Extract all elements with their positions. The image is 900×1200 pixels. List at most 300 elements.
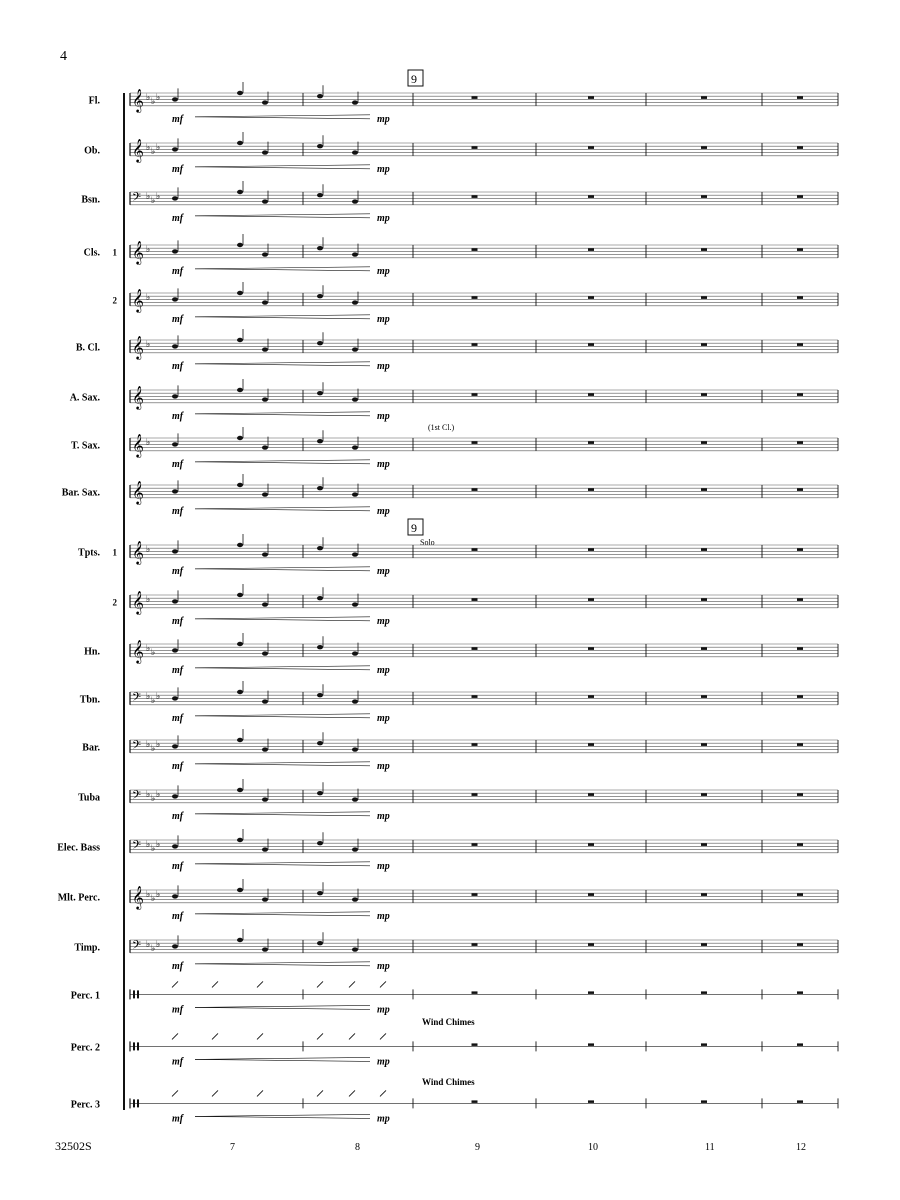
instrument-name: Perc. 3 xyxy=(70,1099,100,1111)
treble-clef: 𝄞 xyxy=(132,90,144,112)
flat-sign: ♭ xyxy=(151,146,156,156)
flat-sign: ♭ xyxy=(156,691,161,701)
staff xyxy=(81,181,838,224)
dynamic-mp: mp xyxy=(377,360,390,372)
catalog-code: 32502S xyxy=(55,1139,92,1153)
instrument-name: Bar. xyxy=(82,742,100,754)
staff xyxy=(78,534,838,577)
slash-note xyxy=(349,1033,355,1039)
whole-rest xyxy=(588,548,594,551)
flat-sign: ♭ xyxy=(146,643,151,653)
whole-rest xyxy=(588,793,594,796)
diminuendo-hairpin xyxy=(195,117,370,119)
note-head xyxy=(317,144,323,148)
note-head xyxy=(262,947,268,951)
whole-rest xyxy=(797,695,803,698)
staff xyxy=(113,282,839,325)
whole-rest xyxy=(588,488,594,491)
staff xyxy=(84,132,838,175)
perc-clef xyxy=(133,990,135,998)
staff xyxy=(76,329,838,372)
whole-rest xyxy=(797,598,803,601)
note-head xyxy=(352,397,358,401)
whole-rest xyxy=(701,943,707,946)
treble-clef: 𝄞 xyxy=(132,641,144,663)
flat-sign: ♭ xyxy=(156,739,161,749)
note-head xyxy=(262,150,268,154)
dynamic-mf: mf xyxy=(172,1056,184,1068)
measure-number: 9 xyxy=(475,1142,480,1153)
diminuendo-hairpin xyxy=(195,716,370,718)
note-head xyxy=(317,246,323,250)
flat-sign: ♭ xyxy=(151,647,156,657)
whole-rest xyxy=(701,146,707,149)
flat-sign: ♭ xyxy=(151,695,156,705)
note-head xyxy=(237,788,243,792)
measure-numbers xyxy=(230,1142,806,1153)
perc-clef xyxy=(137,990,139,998)
page-number: 4 xyxy=(60,49,67,64)
staff xyxy=(89,82,838,125)
dynamic-mp: mp xyxy=(377,860,390,872)
flat-sign: ♭ xyxy=(151,96,156,106)
whole-rest xyxy=(701,843,707,846)
note-head xyxy=(172,394,178,398)
perc-clef xyxy=(137,1042,139,1050)
diminuendo-hairpin xyxy=(195,567,370,569)
treble-clef: 𝄞 xyxy=(132,242,144,264)
whole-rest xyxy=(797,793,803,796)
diminuendo-hairpin xyxy=(195,1005,370,1007)
instrument-name: Bsn. xyxy=(81,194,100,206)
note-head xyxy=(352,347,358,351)
treble-clef: 𝄞 xyxy=(132,887,144,909)
whole-rest xyxy=(472,195,478,198)
diminuendo-hairpin xyxy=(195,214,370,216)
note-head xyxy=(172,97,178,101)
flat-sign: ♭ xyxy=(156,142,161,152)
whole-rest xyxy=(797,893,803,896)
whole-rest xyxy=(797,1100,803,1103)
dynamic-mf: mf xyxy=(172,163,184,175)
diminuendo-hairpin xyxy=(195,914,370,916)
diminuendo-hairpin xyxy=(195,912,370,914)
dynamic-mf: mf xyxy=(172,1113,184,1125)
staff xyxy=(71,1033,838,1067)
note-head xyxy=(172,549,178,553)
diminuendo-hairpin xyxy=(195,509,370,511)
whole-rest xyxy=(472,1100,478,1103)
dynamic-mf: mf xyxy=(172,360,184,372)
whole-rest xyxy=(701,195,707,198)
note-head xyxy=(317,294,323,298)
note-head xyxy=(352,602,358,606)
whole-rest xyxy=(472,647,478,650)
slash-note xyxy=(317,1090,323,1096)
instrument-name: Tbn. xyxy=(79,694,100,706)
note-head xyxy=(172,696,178,700)
perc-clef xyxy=(133,1042,135,1050)
dynamic-mp: mp xyxy=(377,1113,390,1125)
whole-rest xyxy=(588,1043,594,1046)
slash-note xyxy=(257,1033,263,1039)
diminuendo-hairpin xyxy=(195,764,370,766)
diminuendo-hairpin xyxy=(195,1007,370,1009)
dynamic-mf: mf xyxy=(172,313,184,325)
whole-rest xyxy=(701,743,707,746)
slash-note xyxy=(349,981,355,987)
slash-note xyxy=(212,1090,218,1096)
whole-rest xyxy=(472,296,478,299)
staff xyxy=(84,234,838,277)
diminuendo-hairpin xyxy=(195,617,370,619)
flat-sign: ♭ xyxy=(151,195,156,205)
treble-clef: 𝄞 xyxy=(132,482,144,504)
treble-clef: 𝄞 xyxy=(132,140,144,162)
note-head xyxy=(262,651,268,655)
diminuendo-hairpin xyxy=(195,507,370,509)
flat-sign: ♭ xyxy=(146,544,151,554)
part-number: 1 xyxy=(112,247,117,258)
dynamic-mp: mp xyxy=(377,265,390,277)
note-head xyxy=(352,445,358,449)
instrument-name: Hn. xyxy=(84,646,100,658)
whole-rest xyxy=(588,843,594,846)
instrument-name: T. Sax. xyxy=(71,440,100,452)
whole-rest xyxy=(701,96,707,99)
flat-sign: ♭ xyxy=(146,92,151,102)
note-head xyxy=(262,847,268,851)
staff-system xyxy=(57,82,838,1124)
note-head xyxy=(352,150,358,154)
diminuendo-hairpin xyxy=(195,1059,370,1061)
staff xyxy=(82,729,838,772)
note-head xyxy=(237,91,243,95)
note-head xyxy=(172,147,178,151)
diminuendo-hairpin xyxy=(195,1116,370,1118)
note-head xyxy=(237,593,243,597)
measure-number: 12 xyxy=(796,1142,806,1153)
whole-rest xyxy=(588,343,594,346)
dynamic-mp: mp xyxy=(377,712,390,724)
note-head xyxy=(262,552,268,556)
dynamic-mf: mf xyxy=(172,212,184,224)
note-head xyxy=(317,741,323,745)
note-head xyxy=(352,947,358,951)
note-head xyxy=(317,841,323,845)
whole-rest xyxy=(797,843,803,846)
dynamic-mp: mp xyxy=(377,565,390,577)
note-head xyxy=(262,199,268,203)
staff xyxy=(62,474,838,517)
note-head xyxy=(352,651,358,655)
note-head xyxy=(317,341,323,345)
note-head xyxy=(352,252,358,256)
note-head xyxy=(237,838,243,842)
dynamic-mf: mf xyxy=(172,860,184,872)
dynamic-mf: mf xyxy=(172,1004,184,1016)
diminuendo-hairpin xyxy=(195,814,370,816)
whole-rest xyxy=(472,96,478,99)
bass-clef: 𝄢 xyxy=(132,840,142,855)
note-head xyxy=(172,844,178,848)
whole-rest xyxy=(797,343,803,346)
whole-rest xyxy=(701,248,707,251)
note-head xyxy=(317,596,323,600)
note-head xyxy=(262,699,268,703)
bass-clef: 𝄢 xyxy=(132,940,142,955)
staff xyxy=(78,779,838,822)
note-head xyxy=(317,546,323,550)
treble-clef: 𝄞 xyxy=(132,387,144,409)
instrument-name: Timp. xyxy=(74,942,100,954)
whole-rest xyxy=(701,1100,707,1103)
whole-rest xyxy=(797,991,803,994)
wind-chimes-perc2: Wind Chimes xyxy=(422,1017,475,1027)
note-head xyxy=(317,486,323,490)
diminuendo-hairpin xyxy=(195,964,370,966)
whole-rest xyxy=(797,393,803,396)
part-number: 2 xyxy=(112,597,117,608)
bass-clef: 𝄢 xyxy=(132,192,142,207)
slash-note xyxy=(212,1033,218,1039)
dynamic-mp: mp xyxy=(377,1056,390,1068)
diminuendo-hairpin xyxy=(195,962,370,964)
whole-rest xyxy=(797,743,803,746)
note-head xyxy=(352,492,358,496)
flat-sign: ♭ xyxy=(156,92,161,102)
measure-number: 11 xyxy=(705,1142,715,1153)
staff xyxy=(113,584,839,627)
dynamic-mf: mf xyxy=(172,960,184,972)
slash-note xyxy=(172,1033,178,1039)
whole-rest xyxy=(472,598,478,601)
whole-rest xyxy=(797,146,803,149)
slash-note xyxy=(380,1090,386,1096)
slash-note xyxy=(380,1033,386,1039)
dynamic-mp: mp xyxy=(377,910,390,922)
note-head xyxy=(172,648,178,652)
whole-rest xyxy=(797,296,803,299)
instrument-name: A. Sax. xyxy=(69,392,100,404)
note-head xyxy=(237,436,243,440)
whole-rest xyxy=(701,488,707,491)
flat-sign: ♭ xyxy=(156,789,161,799)
dynamic-mf: mf xyxy=(172,760,184,772)
note-head xyxy=(262,252,268,256)
diminuendo-hairpin xyxy=(195,267,370,269)
dynamic-mf: mf xyxy=(172,113,184,125)
note-head xyxy=(352,100,358,104)
note-head xyxy=(237,338,243,342)
measure-number: 7 xyxy=(230,1142,235,1153)
note-head xyxy=(352,199,358,203)
dynamic-mf: mf xyxy=(172,458,184,470)
diminuendo-hairpin xyxy=(195,315,370,317)
whole-rest xyxy=(701,893,707,896)
note-head xyxy=(172,344,178,348)
note-head xyxy=(352,552,358,556)
whole-rest xyxy=(797,647,803,650)
measure-number: 10 xyxy=(588,1142,598,1153)
note-head xyxy=(317,891,323,895)
flat-sign: ♭ xyxy=(146,839,151,849)
diminuendo-hairpin xyxy=(195,1057,370,1059)
instrument-name: Tpts. xyxy=(78,547,100,559)
perc-clef xyxy=(133,1099,135,1107)
diminuendo-hairpin xyxy=(195,862,370,864)
part-number: 1 xyxy=(112,547,117,558)
flat-sign: ♭ xyxy=(151,793,156,803)
dynamic-mp: mp xyxy=(377,313,390,325)
slash-note xyxy=(257,1090,263,1096)
diminuendo-hairpin xyxy=(195,569,370,571)
dynamic-mp: mp xyxy=(377,410,390,422)
diminuendo-hairpin xyxy=(195,115,370,117)
flat-sign: ♭ xyxy=(146,437,151,447)
flat-sign: ♭ xyxy=(146,594,151,604)
note-head xyxy=(262,602,268,606)
note-head xyxy=(237,938,243,942)
whole-rest xyxy=(472,893,478,896)
flat-sign: ♭ xyxy=(146,142,151,152)
whole-rest xyxy=(701,647,707,650)
treble-clef: 𝄞 xyxy=(132,542,144,564)
note-head xyxy=(317,791,323,795)
whole-rest xyxy=(472,743,478,746)
bass-clef: 𝄢 xyxy=(132,740,142,755)
flat-sign: ♭ xyxy=(156,191,161,201)
diminuendo-hairpin xyxy=(195,165,370,167)
whole-rest xyxy=(472,441,478,444)
diminuendo-hairpin xyxy=(195,269,370,271)
whole-rest xyxy=(701,296,707,299)
note-head xyxy=(262,747,268,751)
whole-rest xyxy=(588,195,594,198)
whole-rest xyxy=(588,893,594,896)
diminuendo-hairpin xyxy=(195,317,370,319)
whole-rest xyxy=(701,991,707,994)
rehearsal-mark-brass-label: 9 xyxy=(411,521,417,535)
dynamic-mp: mp xyxy=(377,615,390,627)
whole-rest xyxy=(701,598,707,601)
flat-sign: ♭ xyxy=(156,939,161,949)
whole-rest xyxy=(797,195,803,198)
flat-sign: ♭ xyxy=(151,743,156,753)
flat-sign: ♭ xyxy=(146,244,151,254)
staff xyxy=(80,681,838,724)
note-head xyxy=(237,888,243,892)
whole-rest xyxy=(472,695,478,698)
slash-note xyxy=(212,981,218,987)
dynamic-mf: mf xyxy=(172,265,184,277)
flat-sign: ♭ xyxy=(146,889,151,899)
dynamic-mf: mf xyxy=(172,712,184,724)
note-head xyxy=(172,442,178,446)
whole-rest xyxy=(701,441,707,444)
note-head xyxy=(172,944,178,948)
note-head xyxy=(262,897,268,901)
whole-rest xyxy=(701,393,707,396)
slash-note xyxy=(349,1090,355,1096)
flat-sign: ♭ xyxy=(146,191,151,201)
note-head xyxy=(352,897,358,901)
note-head xyxy=(352,797,358,801)
whole-rest xyxy=(797,488,803,491)
flat-sign: ♭ xyxy=(146,739,151,749)
diminuendo-hairpin xyxy=(195,1114,370,1116)
instrument-name: Fl. xyxy=(88,95,100,107)
whole-rest xyxy=(472,393,478,396)
whole-rest xyxy=(797,96,803,99)
slash-note xyxy=(172,1090,178,1096)
note-head xyxy=(262,100,268,104)
solo-annotation: Solo xyxy=(420,538,435,547)
diminuendo-hairpin xyxy=(195,864,370,866)
staff xyxy=(74,929,838,972)
note-head xyxy=(237,738,243,742)
whole-rest xyxy=(588,441,594,444)
staff xyxy=(84,633,838,676)
flat-sign: ♭ xyxy=(151,943,156,953)
instrument-name: Perc. 1 xyxy=(70,990,100,1002)
instrument-name: Elec. Bass xyxy=(57,842,100,854)
whole-rest xyxy=(472,843,478,846)
dynamic-mf: mf xyxy=(172,505,184,517)
dynamic-mp: mp xyxy=(377,810,390,822)
whole-rest xyxy=(797,248,803,251)
treble-clef: 𝄞 xyxy=(132,290,144,312)
whole-rest xyxy=(472,146,478,149)
slash-note xyxy=(317,981,323,987)
whole-rest xyxy=(701,695,707,698)
note-head xyxy=(317,391,323,395)
instrument-name: Mlt. Perc. xyxy=(57,892,100,904)
treble-clef: 𝄞 xyxy=(132,435,144,457)
diminuendo-hairpin xyxy=(195,462,370,464)
instrument-name: Ob. xyxy=(84,145,100,157)
slash-note xyxy=(380,981,386,987)
diminuendo-hairpin xyxy=(195,619,370,621)
note-head xyxy=(237,243,243,247)
whole-rest xyxy=(472,943,478,946)
slash-note xyxy=(257,981,263,987)
whole-rest xyxy=(472,793,478,796)
dynamic-mf: mf xyxy=(172,615,184,627)
whole-rest xyxy=(701,548,707,551)
measure-number: 8 xyxy=(355,1142,360,1153)
dynamic-mp: mp xyxy=(377,458,390,470)
note-head xyxy=(172,599,178,603)
instrument-name: Cls. xyxy=(83,247,100,259)
dynamic-mf: mf xyxy=(172,810,184,822)
note-head xyxy=(237,190,243,194)
note-head xyxy=(237,141,243,145)
whole-rest xyxy=(701,1043,707,1046)
perc-clef xyxy=(137,1099,139,1107)
bass-clef: 𝄢 xyxy=(132,692,142,707)
note-head xyxy=(352,300,358,304)
dynamic-mp: mp xyxy=(377,1004,390,1016)
note-head xyxy=(317,193,323,197)
staff xyxy=(71,427,838,470)
note-head xyxy=(262,397,268,401)
slash-note xyxy=(172,981,178,987)
diminuendo-hairpin xyxy=(195,762,370,764)
note-head xyxy=(262,347,268,351)
note-head xyxy=(352,747,358,751)
note-head xyxy=(352,847,358,851)
